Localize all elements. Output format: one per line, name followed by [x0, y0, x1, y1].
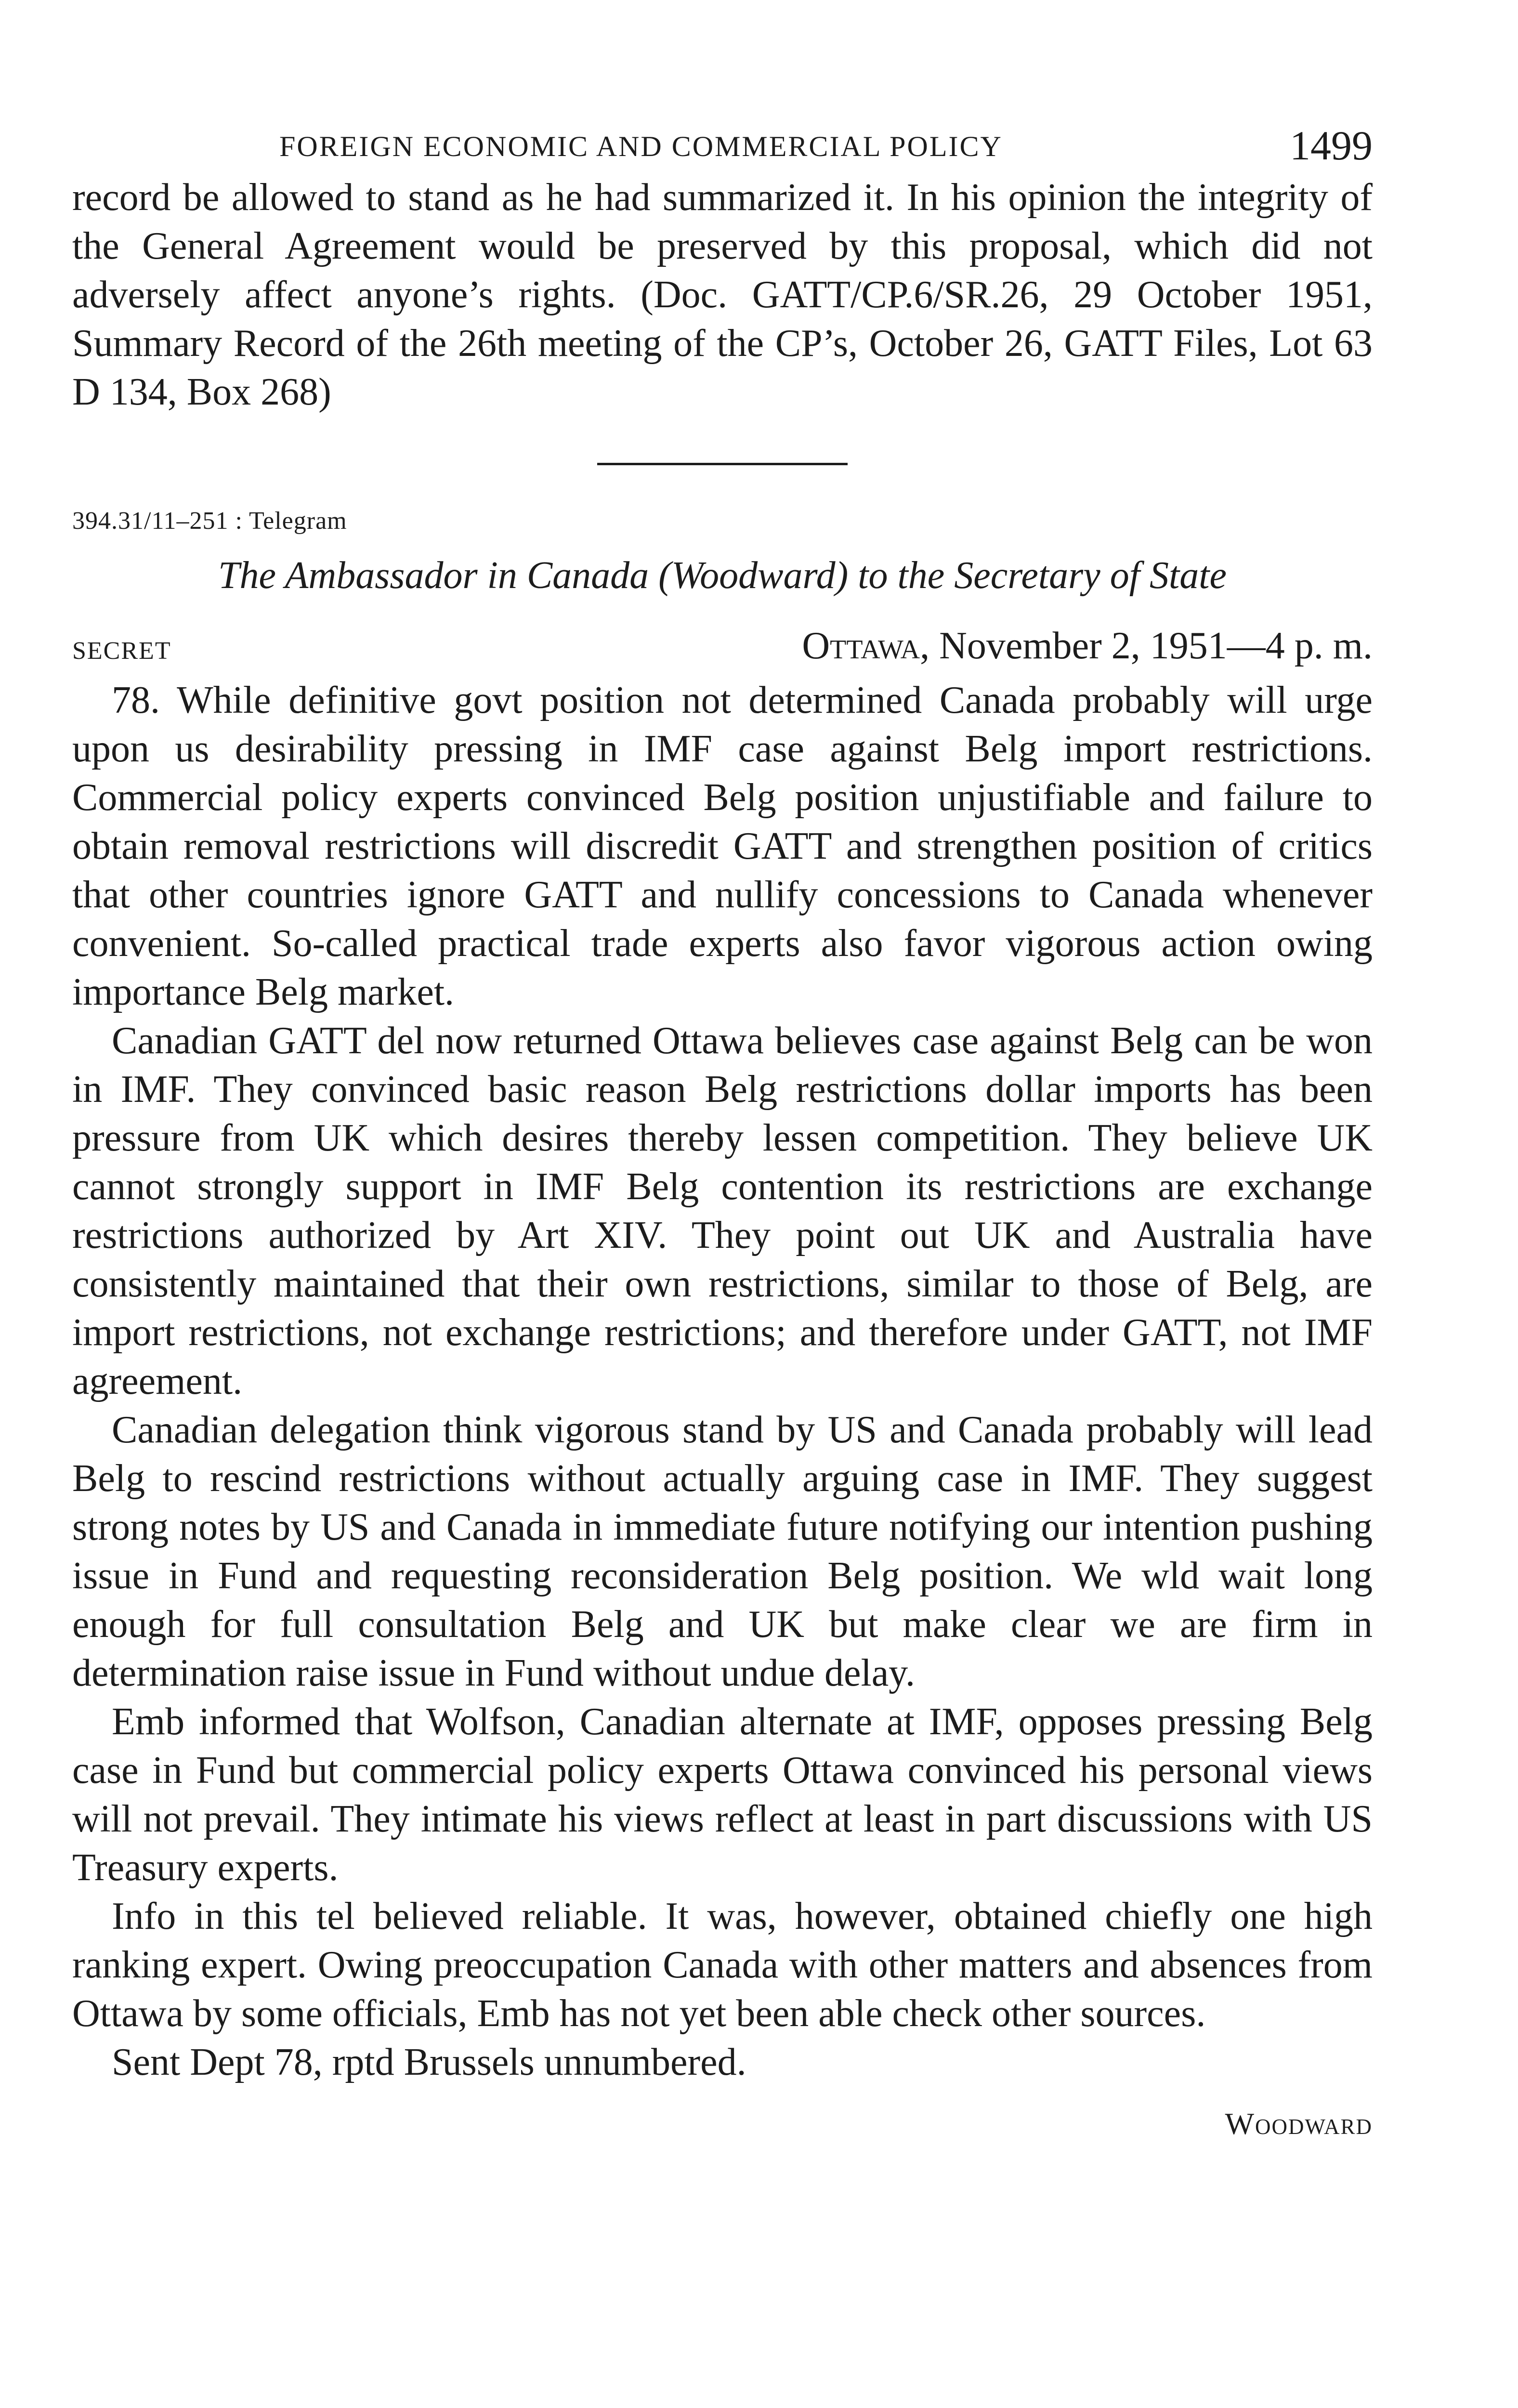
telegram-paragraph: Emb informed that Wolfson, Canadian alternate at IMF, opposes pressing Belg case in Fund but commercial policy experts Ottawa convinced his personal views will not prevail. They intimate his views reflect at least in part discussions with US Treasury experts.	[72, 1701, 1373, 1889]
document-page	[72, 111, 1373, 2142]
document-file-number: 394.31/11–251 : Telegram	[72, 507, 347, 535]
dateline-date: November 2, 1951—4 p. m.	[929, 625, 1373, 667]
dateline	[72, 622, 1373, 676]
dateline-place: Ottawa,	[802, 625, 930, 667]
running-head	[72, 111, 1373, 173]
telegram-paragraph: Canadian GATT del now returned Ottawa believes case against Belg can be won in IMF. They convinced basic reason Belg restrictions dollar imports has been pressure from UK which desires thereby lessen competition. They believe UK cannot strongly support in IMF Belg contention its restrictions are exchange restrictions authorized by Art XIV. They point out UK and Australia have consistently maintained that their own restrictions, similar to those of Belg, are import restrictions, not exchange restrictions; and therefore under GATT, not IMF agreement.	[72, 1020, 1373, 1402]
signature: Woodward	[1225, 2107, 1373, 2141]
page-number: 1499	[1290, 122, 1373, 169]
telegram-paragraph: Sent Dept 78, rptd Brussels unnumbered.	[112, 2041, 746, 2083]
continuation-paragraph: record be allowed to stand as he had summarized it. In his opinion the integrity of the General Agreement would be preserved by this proposal, which did not adversely affect anyone’s rights. (Doc. GATT/CP.6/SR.26, 29 October 1951, Summary Record of the 26th meeting of the CP’s, October 26, GATT Files, Lot 63 D 134, Box 268)	[72, 176, 1373, 413]
section-divider	[597, 463, 848, 465]
telegram-paragraph: Info in this tel believed reliable. It was, however, obtained chiefly one high ranking expert. Owing preoccupation Canada with other matters and absences from Ottawa by some officials, Emb has not yet been able check other sources.	[72, 1895, 1373, 2035]
running-head-title: FOREIGN ECONOMIC AND COMMERCIAL POLICY	[279, 131, 1003, 162]
telegram-paragraph: Canadian delegation think vigorous stand by US and Canada probably will lead Belg to rescind restrictions without actually arguing case in IMF. They suggest strong notes by US and Canada in immediate future notifying our intention pushing issue in Fund and requesting reconsideration Belg position. We wld wait long enough for full consultation Belg and UK but make clear we are firm in determination raise issue in Fund without undue delay.	[72, 1409, 1373, 1694]
telegram-paragraph: 78. While definitive govt position not determined Canada probably will urge upon us desirability pressing in IMF case against Belg import restrictions. Commercial policy experts convinced Belg position unjustifiable and failure to obtain removal restrictions will discredit GATT and strengthen position of critics that other countries ignore GATT and nullify concessions to Canada whenever convenient. So-called practical trade experts also favor vigorous action owing importance Belg market.	[72, 679, 1373, 1013]
classification-label: SECRET	[72, 637, 171, 665]
document-heading: The Ambassador in Canada (Woodward) to the Secretary of State	[218, 554, 1227, 597]
dateline-text	[802, 624, 1373, 668]
